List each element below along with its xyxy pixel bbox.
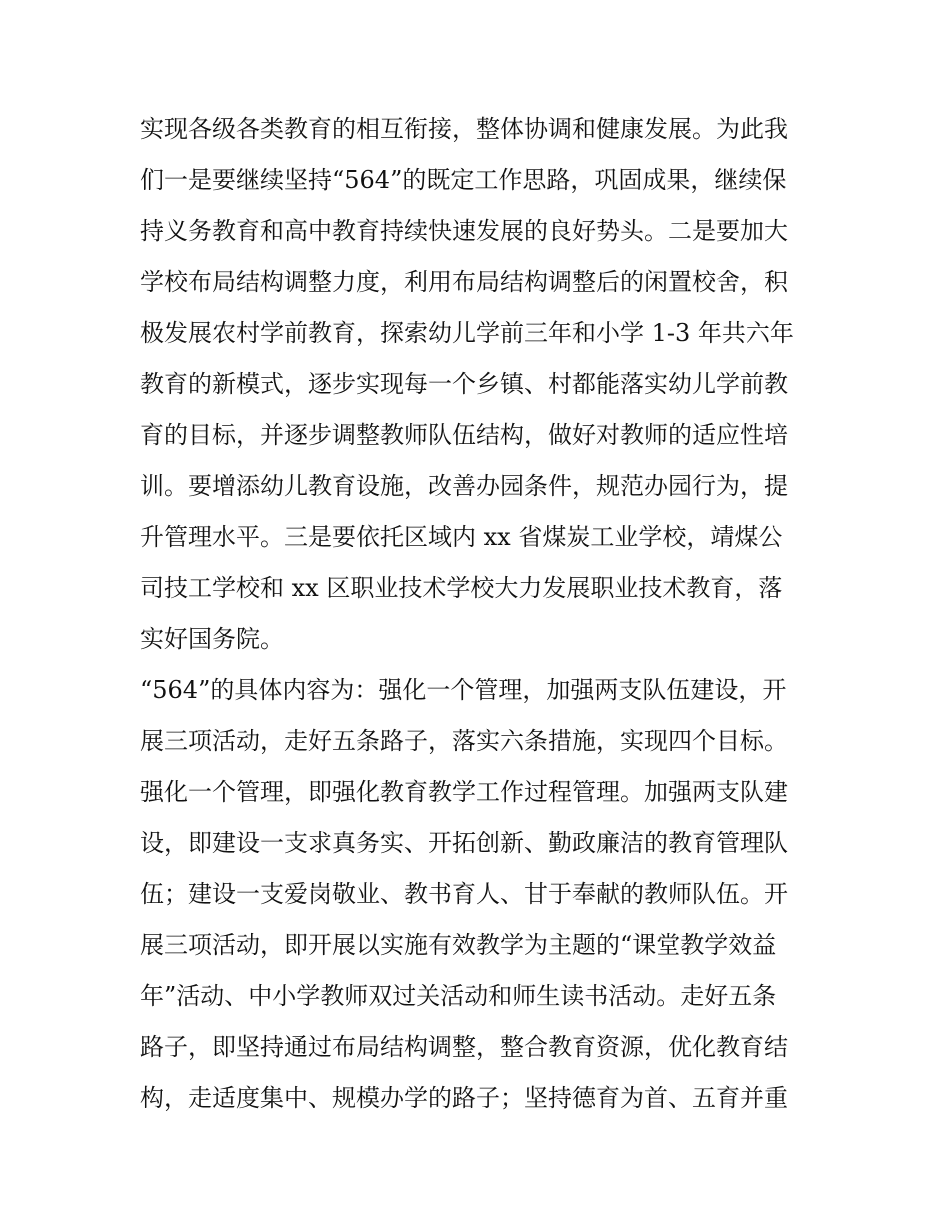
text-line: 司技工学校和 xx 区职业技术学校大力发展职业技术教育，落	[140, 574, 783, 602]
text-line: 展三项活动，即开展以实施有效教学为主题的“课堂教学效益	[140, 931, 777, 959]
body-text	[140, 104, 820, 1124]
text-line: 升管理水平。三是要依托区域内 xx 省煤炭工业学校，靖煤公	[140, 523, 783, 551]
text-line: “564”的具体内容为：强化一个管理，加强两支队伍建设，开	[140, 676, 787, 704]
text-line: 设，即建设一支求真务实、开拓创新、勤政廉洁的教育管理队	[140, 829, 788, 857]
text-line: 展三项活动，走好五条路子，落实六条措施，实现四个目标。	[140, 727, 788, 755]
text-line: 伍；建设一支爱岗敬业、教书育人、甘于奉献的教师队伍。开	[140, 880, 788, 908]
text-line: 构，走适度集中、规模办学的路子；坚持德育为首、五育并重	[140, 1084, 788, 1112]
text-line: 强化一个管理，即强化教育教学工作过程管理。加强两支队建	[140, 778, 788, 806]
text-line: 训。要增添幼儿教育设施，改善办园条件，规范办园行为，提	[140, 472, 788, 500]
text-line: 们一是要继续坚持“564”的既定工作思路，巩固成果，继续保	[140, 166, 787, 194]
text-line: 育的目标，并逐步调整教师队伍结构，做好对教师的适应性培	[140, 421, 788, 449]
text-line: 教育的新模式，逐步实现每一个乡镇、村都能落实幼儿学前教	[140, 370, 788, 398]
text-line: 路子，即坚持通过布局结构调整，整合教育资源，优化教育结	[140, 1033, 788, 1061]
text-line: 持义务教育和高中教育持续快速发展的良好势头。二是要加大	[140, 217, 788, 245]
text-line: 实现各级各类教育的相互衔接，整体协调和健康发展。为此我	[140, 115, 788, 143]
text-line: 年”活动、中小学教师双过关活动和师生读书活动。走好五条	[140, 982, 777, 1010]
text-line: 学校布局结构调整力度，利用布局结构调整后的闲置校舍，积	[140, 268, 788, 296]
text-line: 极发展农村学前教育，探索幼儿学前三年和小学 1-3 年共六年	[140, 319, 794, 347]
text-line: 实好国务院。	[140, 625, 284, 653]
